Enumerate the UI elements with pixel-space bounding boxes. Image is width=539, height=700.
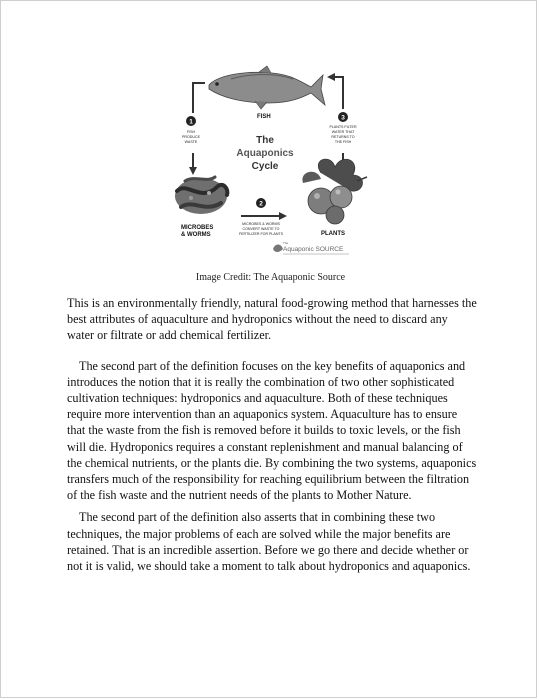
diagram-title-line1: The bbox=[256, 135, 274, 146]
image-caption: Image Credit: The Aquaponic Source bbox=[195, 272, 346, 283]
step-2-text-line2: CONVERT WASTE TO bbox=[242, 227, 280, 231]
plants-illustration bbox=[302, 159, 367, 224]
microbes-label-line2: & WORMS bbox=[181, 232, 211, 238]
paragraph-3: The second part of the definition also asserts that in combining these two techniques, the major problems of each are solved while the major benefits are retained. That is an incredible assertion. Before we go there and decide whether or not it is valid, we should take a moment to talk about hydroponics and aquaponics. bbox=[67, 510, 471, 574]
svg-text:1: 1 bbox=[189, 118, 193, 126]
svg-text:The: The bbox=[283, 241, 289, 245]
step-1-text-line1: FISH bbox=[186, 130, 196, 134]
step-3-text-line3: RETURNS TO bbox=[331, 135, 355, 139]
fish-label: FISH bbox=[257, 114, 271, 120]
body-text bbox=[67, 295, 477, 580]
step-3-text-line1: PLANTS FILTER bbox=[329, 125, 357, 129]
plants-label: PLANTS bbox=[321, 231, 345, 237]
arrow-top-left bbox=[193, 83, 205, 113]
step-2-text-line1: MICROBES & WORMS bbox=[242, 222, 280, 226]
logo-text: Aquaponic SOURCE bbox=[283, 246, 344, 253]
fish-illustration bbox=[209, 66, 325, 109]
svg-text:3: 3 bbox=[341, 114, 345, 122]
step-2-text-line3: FERTILIZER FOR PLANTS bbox=[238, 232, 284, 236]
microbes-worms-illustration bbox=[175, 177, 227, 214]
aquaponics-cycle-figure bbox=[171, 63, 371, 263]
diagram-title-line3: Cycle bbox=[251, 161, 279, 172]
svg-text:2: 2 bbox=[259, 200, 263, 208]
aquaponics-cycle-diagram bbox=[171, 63, 371, 263]
step-3-text-line4: THE FISH bbox=[334, 140, 352, 144]
microbes-label-line1: MICROBES bbox=[181, 225, 214, 231]
arrow-top-right bbox=[331, 77, 343, 109]
step-1-text-line2: PRODUCE bbox=[182, 135, 200, 139]
aquaponic-source-logo bbox=[273, 241, 349, 254]
diagram-title-line2: Aquaponics bbox=[236, 148, 294, 159]
paragraph-2: The second part of the definition focuses on the key benefits of aquaponics and introduces the notion that it is really the combination of two other sophisticated cultivation techniques: hydroponics and aquaculture. Both of these techniques require more intervention than an aquaponics system. Aquaculture has to ensure that the waste from the fish is removed before it builds to toxic levels, or the fish will die. Hydroponics requires a constant replenishment and manual balancing of the chemical nutrients, or the plants die. By combining the two systems, aquaponics transfers much of the responsibility for reaching equilibrium between the filtration of the fish waste and the nutrient needs of the plants to Mother Nature. bbox=[67, 358, 477, 503]
paragraph-1: This is an environmentally friendly, natural food-growing method that harnesses the best attributes of aquaculture and hydroponics without the need to discard any water or filtrate or add chemical fertilizer. bbox=[67, 296, 477, 343]
step-3-text-line2: WATER THAT bbox=[331, 130, 355, 134]
step-1-text-line3: WASTE bbox=[184, 140, 198, 144]
